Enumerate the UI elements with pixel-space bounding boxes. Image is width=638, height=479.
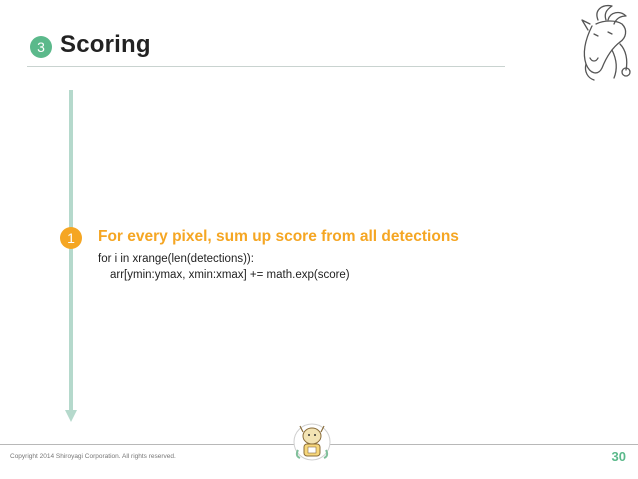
timeline-arrow-icon (65, 410, 77, 422)
copyright-text: Copyright 2014 Shiroyagi Corporation. All rights reserved. (10, 453, 176, 460)
step-heading: For every pixel, sum up score from all detections (98, 228, 459, 245)
code-line: for i in xrange(len(detections)): (98, 253, 254, 265)
page-number: 30 (611, 449, 626, 464)
code-line: arr[ymin:ymax, xmin:xmax] += math.exp(score) (110, 269, 350, 281)
timeline-line (69, 90, 73, 412)
goat-head-icon (568, 2, 636, 90)
section-number-badge: 3 (30, 36, 52, 58)
title-divider (27, 66, 505, 67)
goat-mascot-icon (292, 420, 332, 464)
step-number-badge: 1 (60, 227, 82, 249)
slide-title: Scoring (60, 31, 151, 58)
